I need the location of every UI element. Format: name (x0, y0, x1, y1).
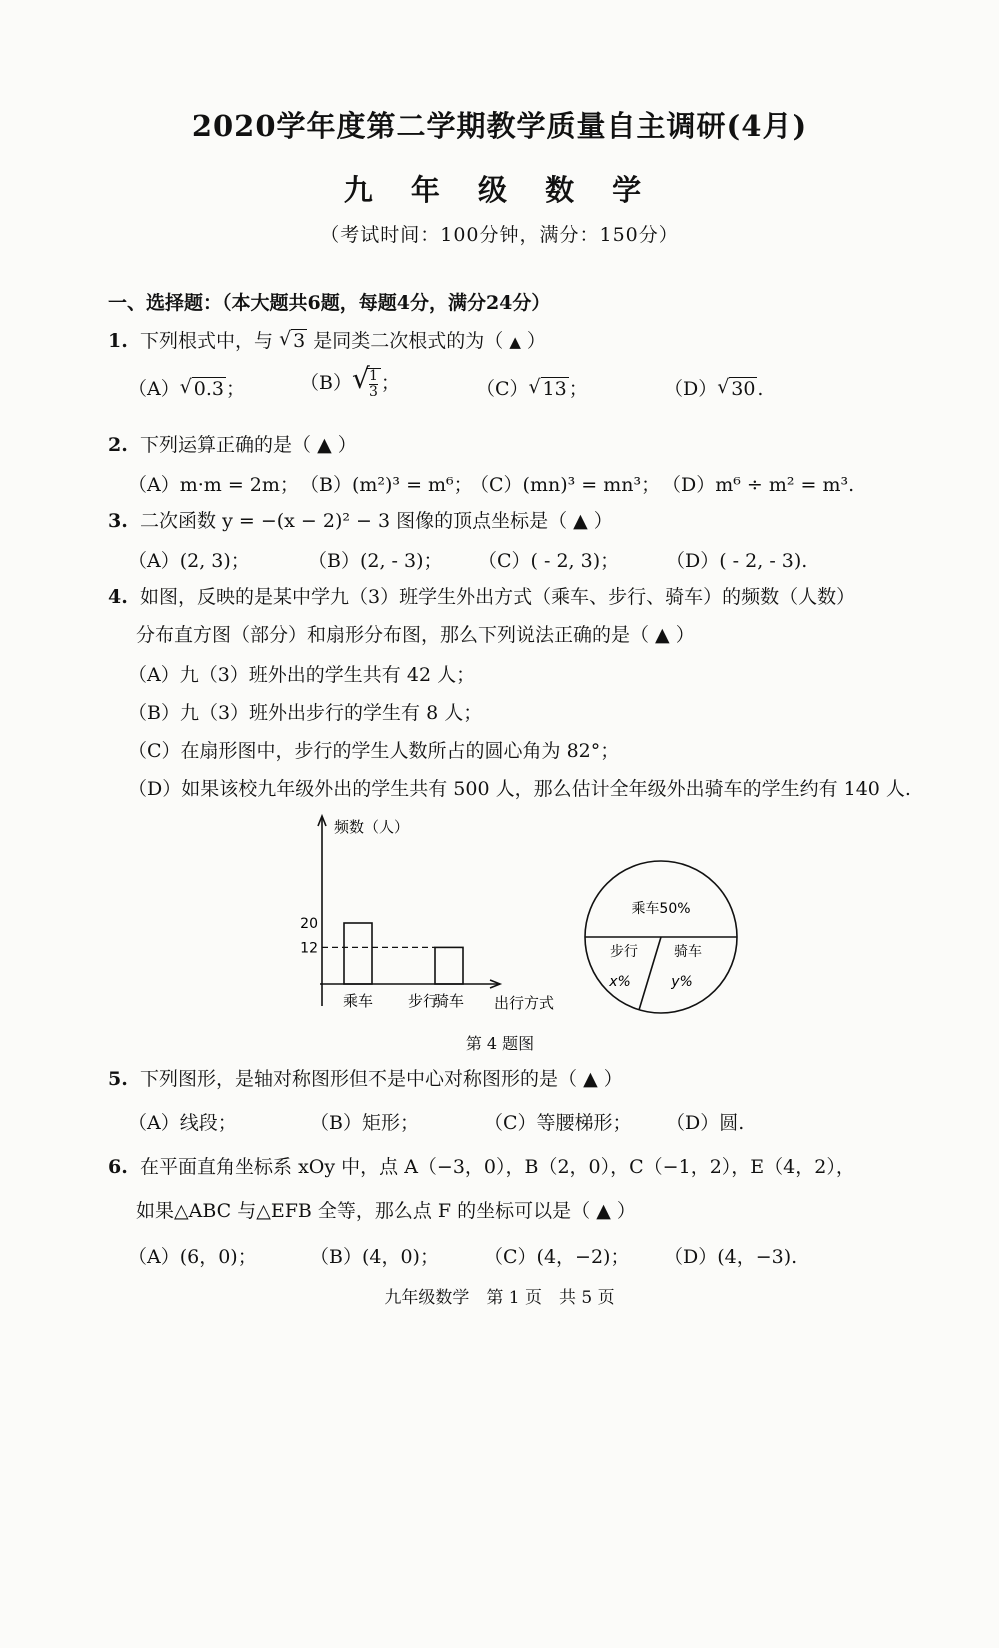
option-c: （C）(mn)³ = mn³； (470, 474, 661, 496)
exam-subject: 九 年 级 数 学 (343, 173, 656, 207)
answer-mark: ▲ (509, 333, 521, 351)
option-d: （D）圆. (666, 1112, 745, 1134)
option-b: （B） √ $\frac{1}{3}$； (300, 362, 400, 400)
question-number: 1. (108, 330, 128, 352)
question-text: 下列图形，是轴对称图形但不是中心对称图形的是（ ▲ ） (140, 1068, 623, 1090)
pie-label-bus: 乘车50% (631, 901, 691, 917)
question-2 (108, 430, 357, 457)
option-d: （D）如果该校九年级外出的学生共有 500 人，那么估计全年级外出骑车的学生约有 140 人. (128, 778, 911, 800)
figure-caption: 第 4 题图 (465, 1034, 535, 1053)
section-heading: 一、选择题：（本大题共6题，每题4分，满分24分） (108, 292, 551, 314)
option-b: （B）(m²)³ = m⁶； (300, 474, 473, 496)
question-6 (108, 1152, 855, 1179)
x-axis-label: 出行方式 (494, 994, 555, 1012)
x-tick-label: 骑车 (433, 992, 465, 1010)
option-d: （D） √ 30 . (664, 376, 764, 400)
question-number: 4. (108, 586, 128, 608)
exam-title: 2020学年度第二学期教学质量自主调研(4月) (191, 109, 808, 143)
option-a: （A）m·m = 2m； (128, 474, 299, 496)
option-c: （C）(4，−2)； (484, 1246, 630, 1268)
option-b: （B）(4，0)； (310, 1246, 439, 1268)
option-d: （D）m⁶ ÷ m² = m³. (662, 474, 855, 496)
pie-value-walk: x% (609, 974, 631, 990)
option-a: （A）(2, 3)； (128, 550, 250, 572)
page-footer: 九年级数学 第 1 页 共 5 页 (384, 1288, 615, 1308)
bracket: ） (526, 330, 546, 352)
y-tick-label: 12 (300, 940, 318, 957)
question-5 (108, 1064, 623, 1091)
y-tick-label: 20 (300, 916, 318, 932)
option-a: （A） √ 0.3 ； (128, 376, 245, 400)
pie-slice-divider (639, 937, 661, 1010)
question-number: 6. (108, 1156, 128, 1178)
exam-info: （考试时间：100分钟，满分：150分） (320, 224, 679, 246)
pie-label-walk: 步行 (610, 944, 638, 960)
option-d: （D）( - 2, - 3). (666, 550, 808, 572)
option-c: （C）等腰梯形； (484, 1112, 632, 1134)
option-d: （D）(4，−3). (664, 1246, 798, 1268)
question-text: 下列根式中，与 (140, 330, 274, 352)
question-text: 下列运算正确的是（ ▲ ） (140, 434, 357, 456)
question-text: 二次函数 y = −(x − 2)² − 3 图像的顶点坐标是（ ▲ ） (140, 510, 613, 532)
question-4 (108, 582, 855, 609)
question-text: 在平面直角坐标系 xOy 中，点 A（−3，0），B（2，0），C（−1，2），E（4，2）， (140, 1156, 855, 1178)
question-number: 3. (108, 510, 128, 532)
option-b: （B）(2, - 3)； (308, 550, 443, 572)
option-c: （C） √ 13 ； (476, 376, 588, 400)
x-tick-label: 步行 (407, 992, 439, 1010)
question-number: 5. (108, 1068, 128, 1090)
option-a: （A）(6，0)； (128, 1246, 257, 1268)
pie-value-bike: y% (671, 974, 693, 990)
option-c: （C）在扇形图中，步行的学生人数所占的圆心角为 82°； (128, 740, 620, 762)
question-3 (108, 506, 613, 533)
bar-1 (344, 923, 372, 984)
option-b: （B）九（3）班外出步行的学生有 8 人； (128, 702, 483, 724)
pie-label-bike: 骑车 (674, 944, 702, 960)
question-6-line2: 如果△ABC 与△EFB 全等，那么点 F 的坐标可以是（ ▲ ） (136, 1200, 636, 1222)
y-axis-label: 频数（人） (334, 818, 410, 836)
question-4-line2: 分布直方图（部分）和扇形分布图，那么下列说法正确的是（ ▲ ） (136, 624, 695, 646)
pie-chart (578, 858, 744, 1018)
option-a: （A）线段； (128, 1112, 237, 1134)
option-c: （C）( - 2, 3)； (478, 550, 620, 572)
question-text: 是同类二次根式的为（ (313, 330, 504, 352)
question-text: 如图，反映的是某中学九（3）班学生外出方式（乘车、步行、骑车）的频数（人数） (140, 586, 856, 608)
question-number: 2. (108, 434, 128, 456)
bar-3 (435, 947, 463, 984)
histogram-chart (290, 812, 580, 1022)
question-1 (108, 326, 546, 353)
sqrt-expression: √ 3 (279, 328, 306, 352)
option-b: （B）矩形； (310, 1112, 419, 1134)
option-a: （A）九（3）班外出的学生共有 42 人； (128, 664, 476, 686)
x-tick-label: 乘车 (342, 992, 374, 1010)
